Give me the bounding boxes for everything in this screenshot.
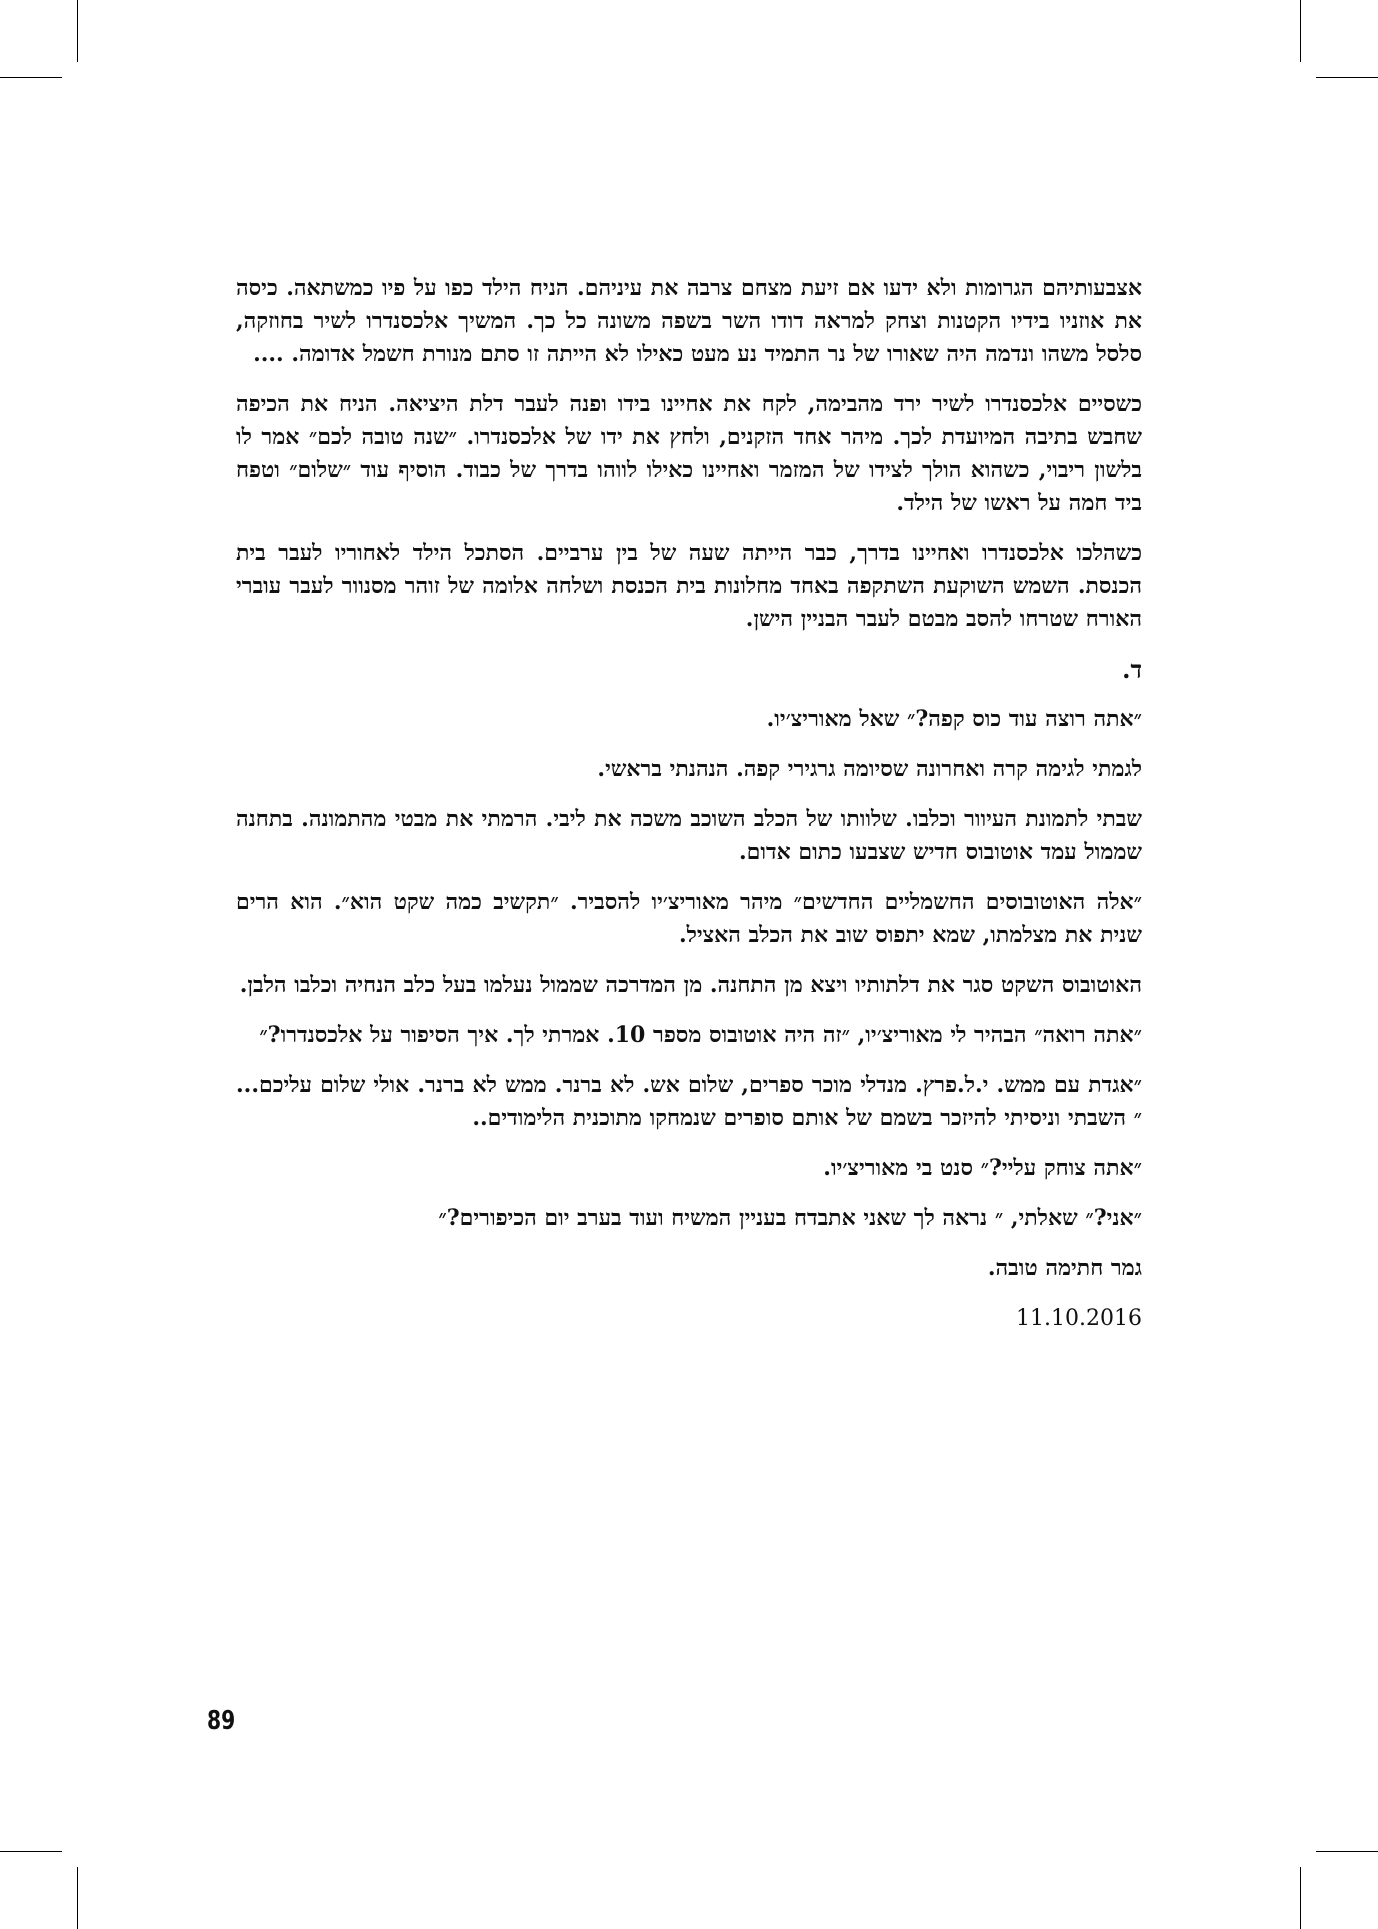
dialogue-line: ״אני?״ שאלתי, ״ נראה לך שאני אתבדח בעניין המשיח ועוד בערב יום הכיפורים?״ [438, 1205, 1142, 1231]
closing-line: גמר חתימה טובה. [987, 1255, 1142, 1281]
paragraph: אצבעותיהם הגרומות ולא ידעו אם זיעת מצחם צרבה את עיניהם. הניח הילד כפו על פיו כמשתאה. כיסה את אוזניו בידיו הקטנות וצחק למראה דודו השר בשפה משונה כל כך. המשיך אלכסנדרו לשיר בחוזקה, סלסל משהו ונדמה היה שאורו של נר התמיד נע מעט כאילו לא הייתה זו סתם מנורת חשמל אדומה. .... [236, 275, 1142, 367]
dialogue-line: האוטובוס השקט סגר את דלתותיו ויצא מן התחנה. מן המדרכה שממול נעלמו בעל כלב הנחיה וכלבו הלבן. [239, 972, 1142, 998]
crop-mark-top-right-horizontal [1316, 77, 1378, 78]
date-line [236, 1302, 1142, 1335]
crop-mark-top-left [77, 0, 78, 62]
dialogue-line: ״אתה רואה״ הבהיר לי מאוריצ׳יו, ״זה היה אוטובוס מספר 10. אמרתי לך. איך הסיפור על אלכסנדרו?״ [259, 1022, 1142, 1048]
dialogue-line: לגמתי לגימה קרה ואחרונה שסיומה גרגירי קפה. הנהנתי בראשי. [597, 756, 1142, 782]
dialogue-line: ״אתה רוצה עוד כוס קפה?״ שאל מאוריצ׳יו. [766, 706, 1142, 732]
section-heading: ד. [1122, 655, 1142, 684]
date: 11.10.2016 [1016, 1306, 1142, 1331]
paragraph: כשהלכו אלכסנדרו ואחיינו בדרך, כבר הייתה שעה של בין ערביים. הסתכל הילד לאחוריו לעבר בית הכנסת. השמש השוקעת השתקפה באחד מחלונות בית הכנסת ושלחה אלומה של זוהר מסנוור לעבר עוברי האורח שטרחו להסב מבטם לעבר הבניין הישן. [236, 540, 1142, 632]
crop-mark-bottom-left [77, 1867, 78, 1929]
dialogue-line: ״אתה צוחק עליי?״ סנט בי מאוריצ׳יו. [823, 1155, 1142, 1181]
dialogue-line: ״אלה האוטובוסים החשמליים החדשים״ מיהר מאוריצ׳יו להסביר. ״תקשיב כמה שקט הוא״. הוא הרים שנית את מצלמתו, שמא יתפוס שוב את הכלב האציל. [236, 889, 1142, 948]
crop-mark-bottom-right-horizontal [1316, 1851, 1378, 1852]
crop-mark-bottom-right [1300, 1867, 1301, 1929]
paragraph: כשסיים אלכסנדרו לשיר ירד מהבימה, לקח את אחיינו בידו ופנה לעבר דלת היציאה. הניח את הכיפה שחבש בתיבה המיועדת לכך. מיהר אחד הזקנים, ולחץ את ידו של אלכסנדרו. ״שנה טובה לכם״ אמר לו בלשון ריבוי, כשהוא הולך לצידו של המזמר ואחיינו כאילו לווהו בדרך של כבוד. הוסיף עוד ״שלום״ וטפח ביד חמה על ראשו של הילד. [236, 391, 1142, 516]
crop-mark-top-left-horizontal [0, 77, 62, 78]
crop-mark-bottom-left-horizontal [0, 1851, 62, 1852]
dialogue-line: שבתי לתמונת העיוור וכלבו. שלוותו של הכלב השוכב משכה את ליבי. הרמתי את מבטי מהתמונה. בתחנה שממול עמד אוטובוס חדיש שצבעו כתום אדום. [236, 806, 1142, 865]
page-number: 89 [207, 1706, 236, 1736]
dialogue-line: ״אגדת עם ממש. י.ל.פרץ. מנדלי מוכר ספרים, שלום אש. לא ברנר. ממש לא ברנר. אולי שלום עליכם... ״ השבתי וניסיתי להיזכר בשמם של אותם סופרים שנמחקו מתוכנית הלימודים.. [236, 1072, 1142, 1131]
page-body [236, 272, 1142, 1352]
crop-mark-top-right [1300, 0, 1301, 62]
